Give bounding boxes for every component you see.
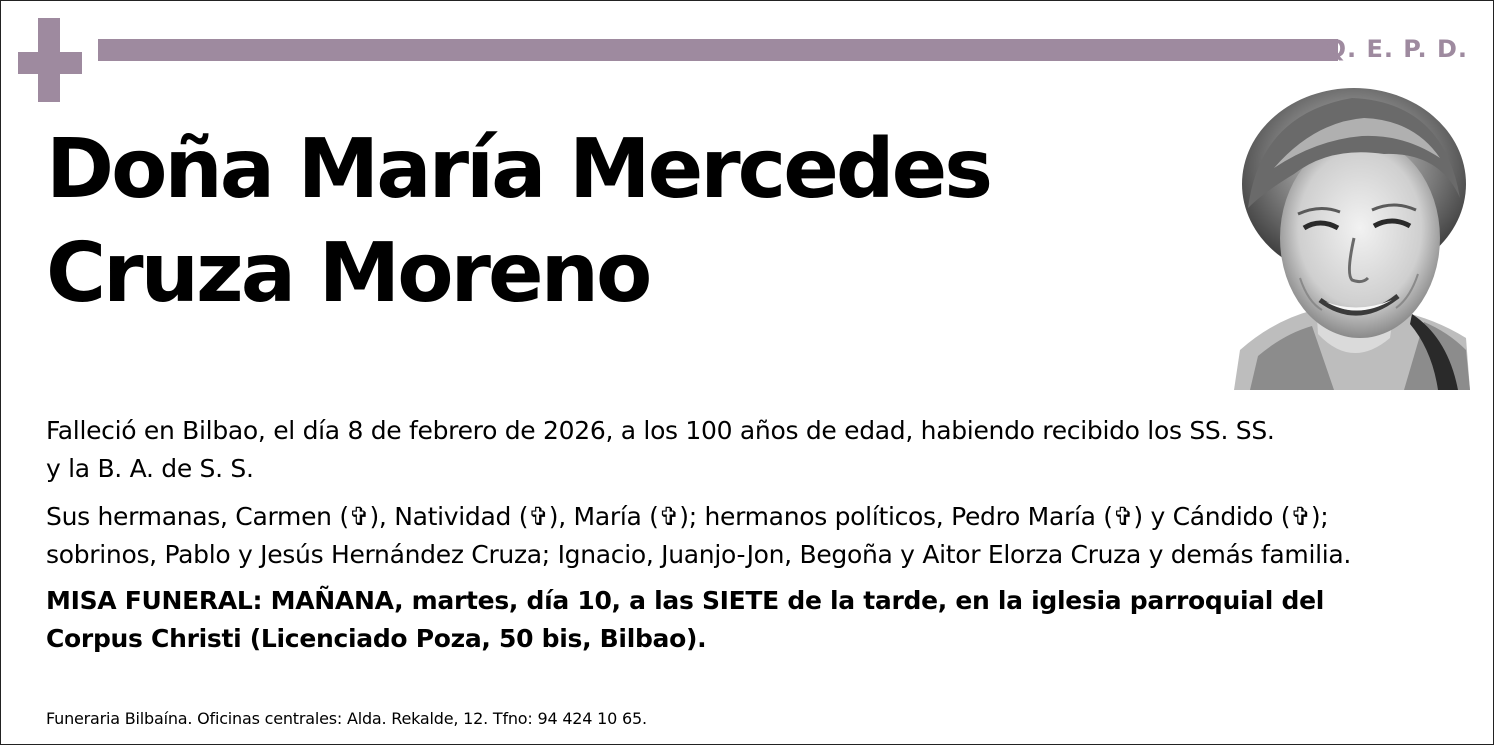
portrait-photo-icon <box>1234 88 1470 390</box>
family-paragraph <box>46 498 1466 574</box>
death-notice-line2: y la B. A. de S. S. <box>46 454 254 483</box>
header-rule <box>98 39 1338 61</box>
family-line2: sobrinos, Pablo y Jesús Hernández Cruza; Ignacio, Juanjo-Jon, Begoña y Aitor Elorza Cruza y demás familia. <box>46 540 1352 569</box>
cross-icon <box>18 18 82 102</box>
funeral-line1: MISA FUNERAL: MAÑANA, martes, día 10, a las SIETE de la tarde, en la iglesia parroquial del <box>46 586 1324 615</box>
death-notice-line1: Falleció en Bilbao, el día 8 de febrero de 2026, a los 100 años de edad, habiendo recibido los SS. SS. <box>46 416 1275 445</box>
deceased-name-line2: Cruza Moreno <box>46 226 650 321</box>
deceased-name <box>46 118 1196 326</box>
family-line1: Sus hermanas, Carmen (✞), Natividad (✞), María (✞); hermanos políticos, Pedro María (✞) y Cándido (✞); <box>46 502 1329 531</box>
cross-horizontal-bar <box>18 52 82 74</box>
qepd-label: Q. E. P. D. <box>1325 35 1468 63</box>
funeral-home-footer: Funeraria Bilbaína. Oficinas centrales: Alda. Rekalde, 12. Tfno: 94 424 10 65. <box>46 709 647 728</box>
obituary-body <box>46 412 1466 658</box>
deceased-name-line1: Doña María Mercedes <box>46 122 991 217</box>
portrait-photo <box>1234 88 1470 390</box>
funeral-paragraph <box>46 582 1466 658</box>
funeral-line2: Corpus Christi (Licenciado Poza, 50 bis, Bilbao). <box>46 624 707 653</box>
death-notice-paragraph <box>46 412 1466 488</box>
